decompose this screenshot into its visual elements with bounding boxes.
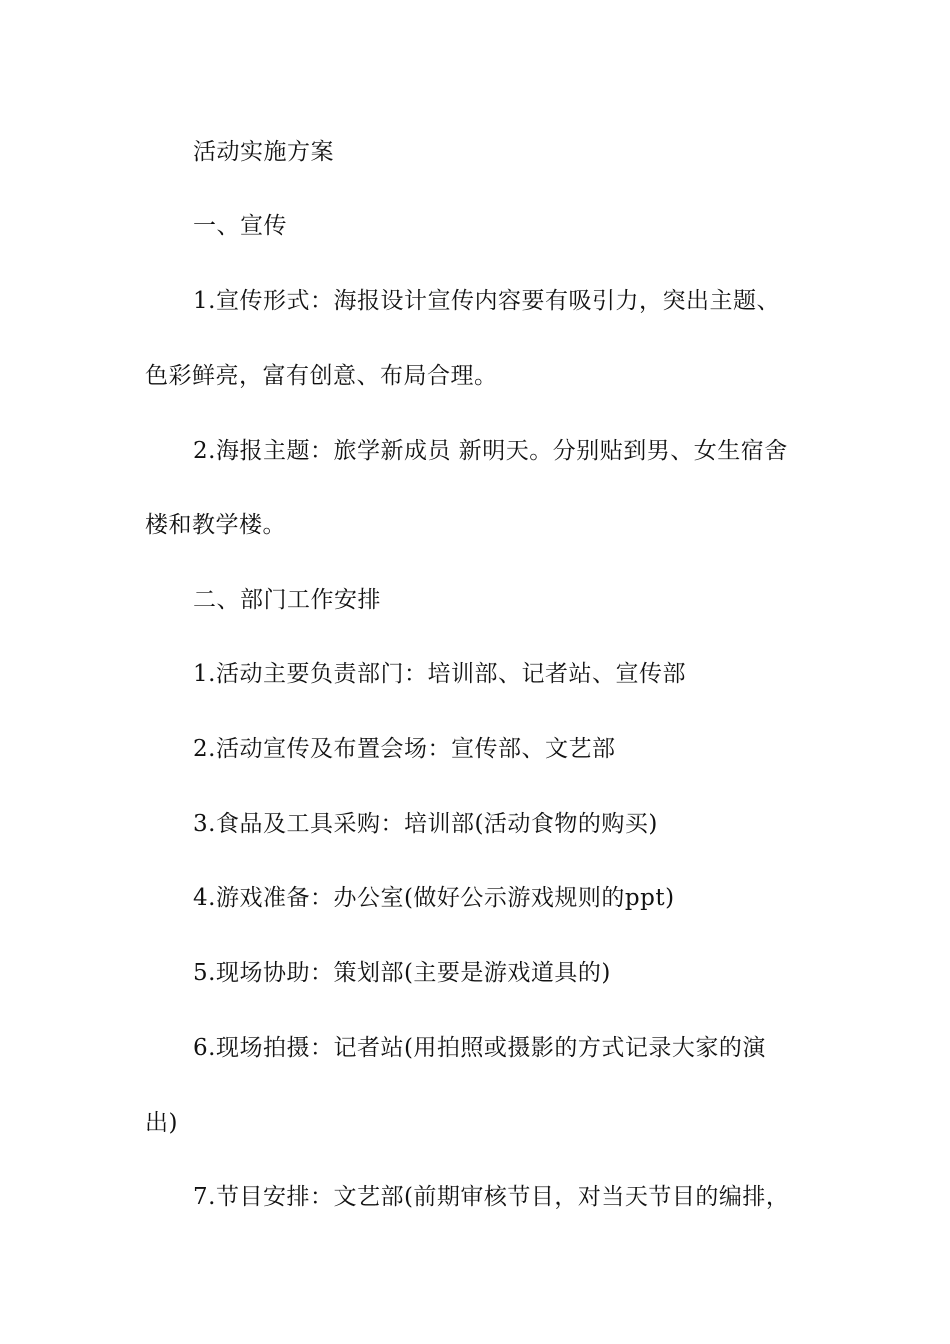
section-heading-department-work: 二、部门工作安排: [193, 587, 381, 613]
list-item-venue-setup: 2.活动宣传及布置会场：宣传部、文艺部: [193, 736, 616, 762]
section-heading-publicity: 一、宣传: [193, 213, 287, 239]
list-item-main-departments: 1.活动主要负责部门：培训部、记者站、宣传部: [193, 661, 686, 687]
list-item-photography-line2: 出): [145, 1110, 178, 1136]
document-title: 活动实施方案: [193, 139, 334, 165]
paragraph-publicity-form-line2: 色彩鲜亮，富有创意、布局合理。: [145, 363, 498, 389]
paragraph-poster-theme-line2: 楼和教学楼。: [145, 512, 286, 538]
list-item-program-arrangement-line1: 7.节目安排：文艺部(前期审核节目，对当天节目的编排，: [193, 1184, 790, 1210]
paragraph-publicity-form-line1: 1.宣传形式：海报设计宣传内容要有吸引力，突出主题、: [193, 288, 780, 314]
list-item-purchasing: 3.食品及工具采购：培训部(活动食物的购买): [193, 811, 658, 837]
list-item-onsite-assistance: 5.现场协助：策划部(主要是游戏道具的): [193, 960, 611, 986]
list-item-photography-line1: 6.现场拍摄：记者站(用拍照或摄影的方式记录大家的演: [193, 1035, 766, 1061]
paragraph-poster-theme-line1: 2.海报主题：旅学新成员 新明天。分别贴到男、女生宿舍: [193, 438, 788, 464]
list-item-game-preparation: 4.游戏准备：办公室(做好公示游戏规则的ppt): [193, 885, 675, 911]
